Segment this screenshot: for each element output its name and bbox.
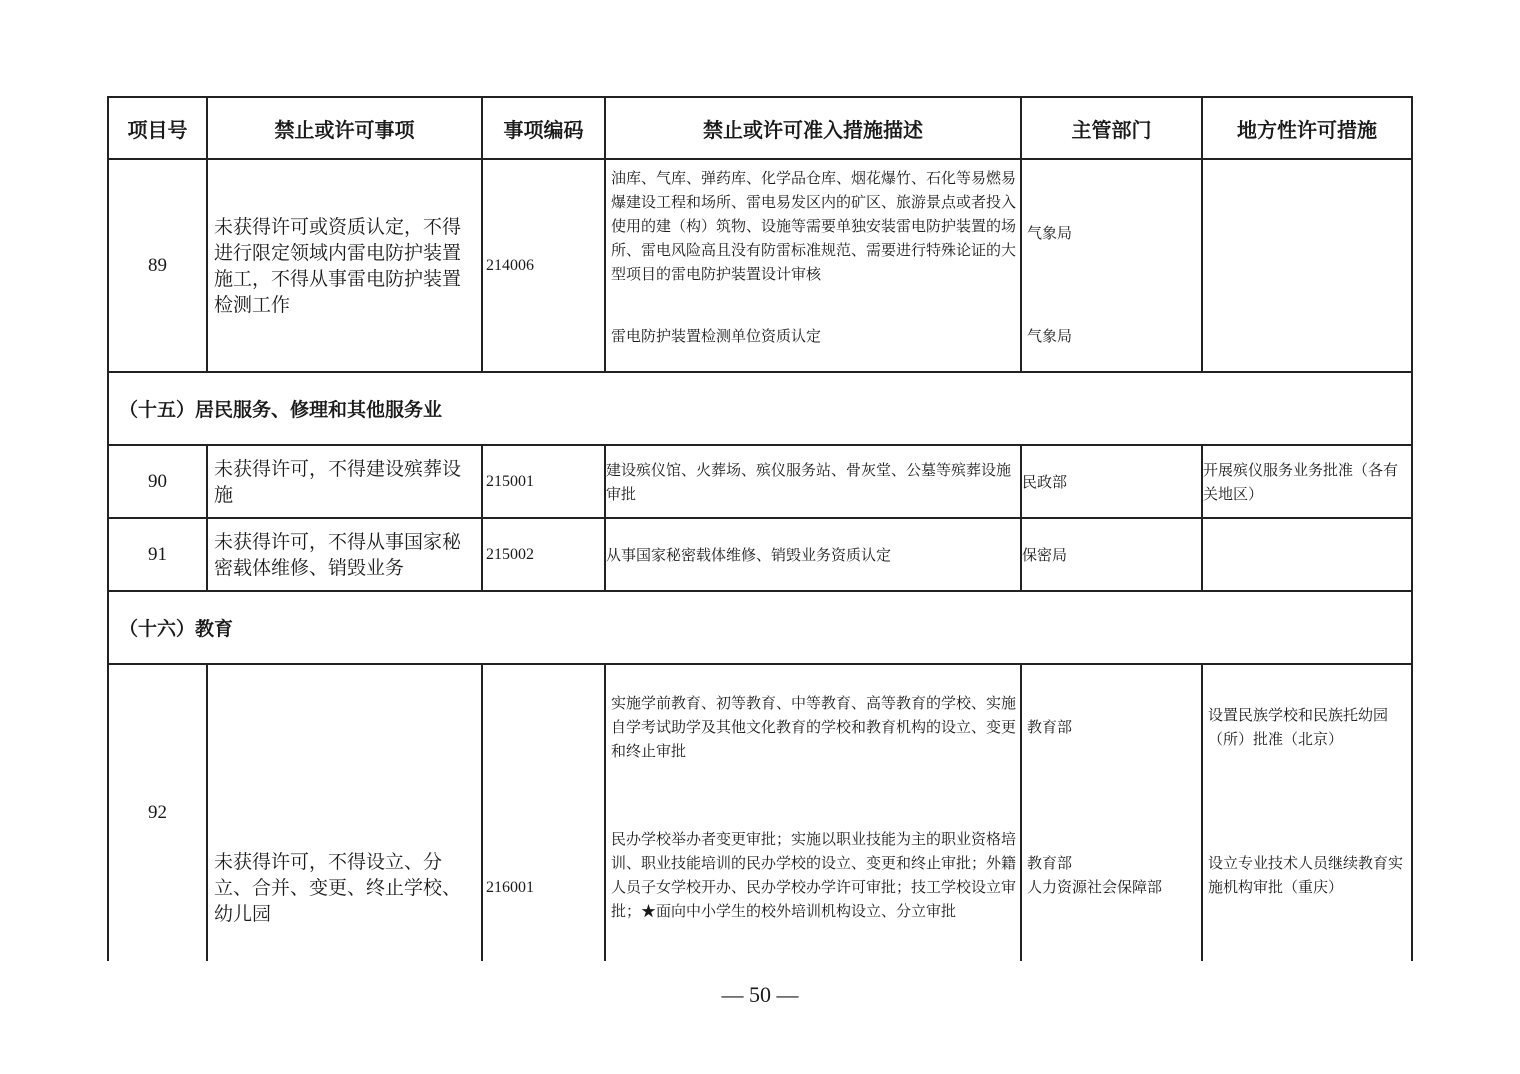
row-code: 216001 [482,664,605,961]
table-row-89 [108,159,1412,372]
row-number: 92 [108,664,207,961]
row-desc: 建设殡仪馆、火葬场、殡仪服务站、骨灰堂、公墓等殡葬设施审批 [605,445,1021,518]
row-item: 未获得许可，不得从事国家秘密载体维修、销毁业务 [207,518,482,591]
row-dept [1021,664,1202,961]
dept-text: 气象局 [1027,327,1073,345]
dept-text: 人力资源社会保障部 [1027,878,1163,896]
table-row-91 [108,518,1412,591]
desc-text: 民办学校举办者变更审批；实施以职业技能为主的职业资格培训、职业技能培训的民办学校的设立、变更和终止审批；外籍人员子女学校开办、民办学校办学许可审批；技工学校设立审批；★面向中小学生的校外培训机构设立、分立审批 [611,830,1017,920]
row-local [1202,159,1412,372]
row-dept [1021,159,1202,372]
desc-text: 油库、气库、弹药库、化学品仓库、烟花爆竹、石化等易燃易爆建设工程和场所、雷电易发区内的矿区、旅游景点或者投入使用的建（构）筑物、设施等需要单独安装雷电防护装置的场所、雷电风险高且没有防雷标准规范、需要进行特殊论证的大型项目的雷电防护装置设计审核 [611,169,1017,283]
dept-group [1022,789,1201,961]
local-text: 设立专业技术人员继续教育实施机构审批（重庆） [1208,854,1404,896]
row-dept: 民政部 [1021,445,1202,518]
section-row-16 [108,591,1412,664]
col-header-local: 地方性许可措施 [1202,97,1412,159]
row-number: 91 [108,518,207,591]
row-code: 215002 [482,518,605,591]
row-code: 214006 [482,159,605,372]
desc-text: 实施学前教育、初等教育、中等教育、高等教育的学校、实施自学考试助学及其他文化教育的学校和教育机构的设立、变更和终止审批 [611,694,1017,760]
row-desc [605,664,1021,961]
col-header-no: 项目号 [108,97,207,159]
page-number: — 50 — [721,982,799,1007]
dept-text: 教育部 [1027,854,1073,872]
local-text: 设置民族学校和民族托幼园（所）批准（北京） [1208,706,1389,748]
col-header-desc: 禁止或许可准入措施描述 [605,97,1021,159]
col-header-code: 事项编码 [482,97,605,159]
section-row-15 [108,372,1412,445]
col-header-item: 禁止或许可事项 [207,97,482,159]
table-row-92 [108,664,1412,961]
row-item: 未获得许可，不得建设殡葬设施 [207,445,482,518]
row-local [1202,664,1412,961]
row-number: 90 [108,445,207,518]
section-title: （十五）居民服务、修理和其他服务业 [108,372,1412,445]
row-dept: 保密局 [1021,518,1202,591]
section-title: （十六）教育 [108,591,1412,664]
row-local: 开展殡仪服务业务批准（各有关地区） [1202,445,1412,518]
row-code: 215001 [482,445,605,518]
col-header-dept: 主管部门 [1021,97,1202,159]
row-item: 未获得许可，不得设立、分立、合并、变更、终止学校、幼儿园 [207,664,482,961]
row-item: 未获得许可或资质认定，不得进行限定领域内雷电防护装置施工，不得从事雷电防护装置检测工作 [207,159,482,372]
header-row [108,97,1412,159]
row-desc [605,159,1021,372]
table-row-90 [108,445,1412,518]
row-number: 89 [108,159,207,372]
row-local [1202,518,1412,591]
dept-text: 气象局 [1027,223,1073,242]
dept-text: 教育部 [1027,718,1073,736]
permit-table [107,96,1413,961]
desc-text: 雷电防护装置检测单位资质认定 [611,327,822,345]
row-desc: 从事国家秘密载体维修、销毁业务资质认定 [605,518,1021,591]
